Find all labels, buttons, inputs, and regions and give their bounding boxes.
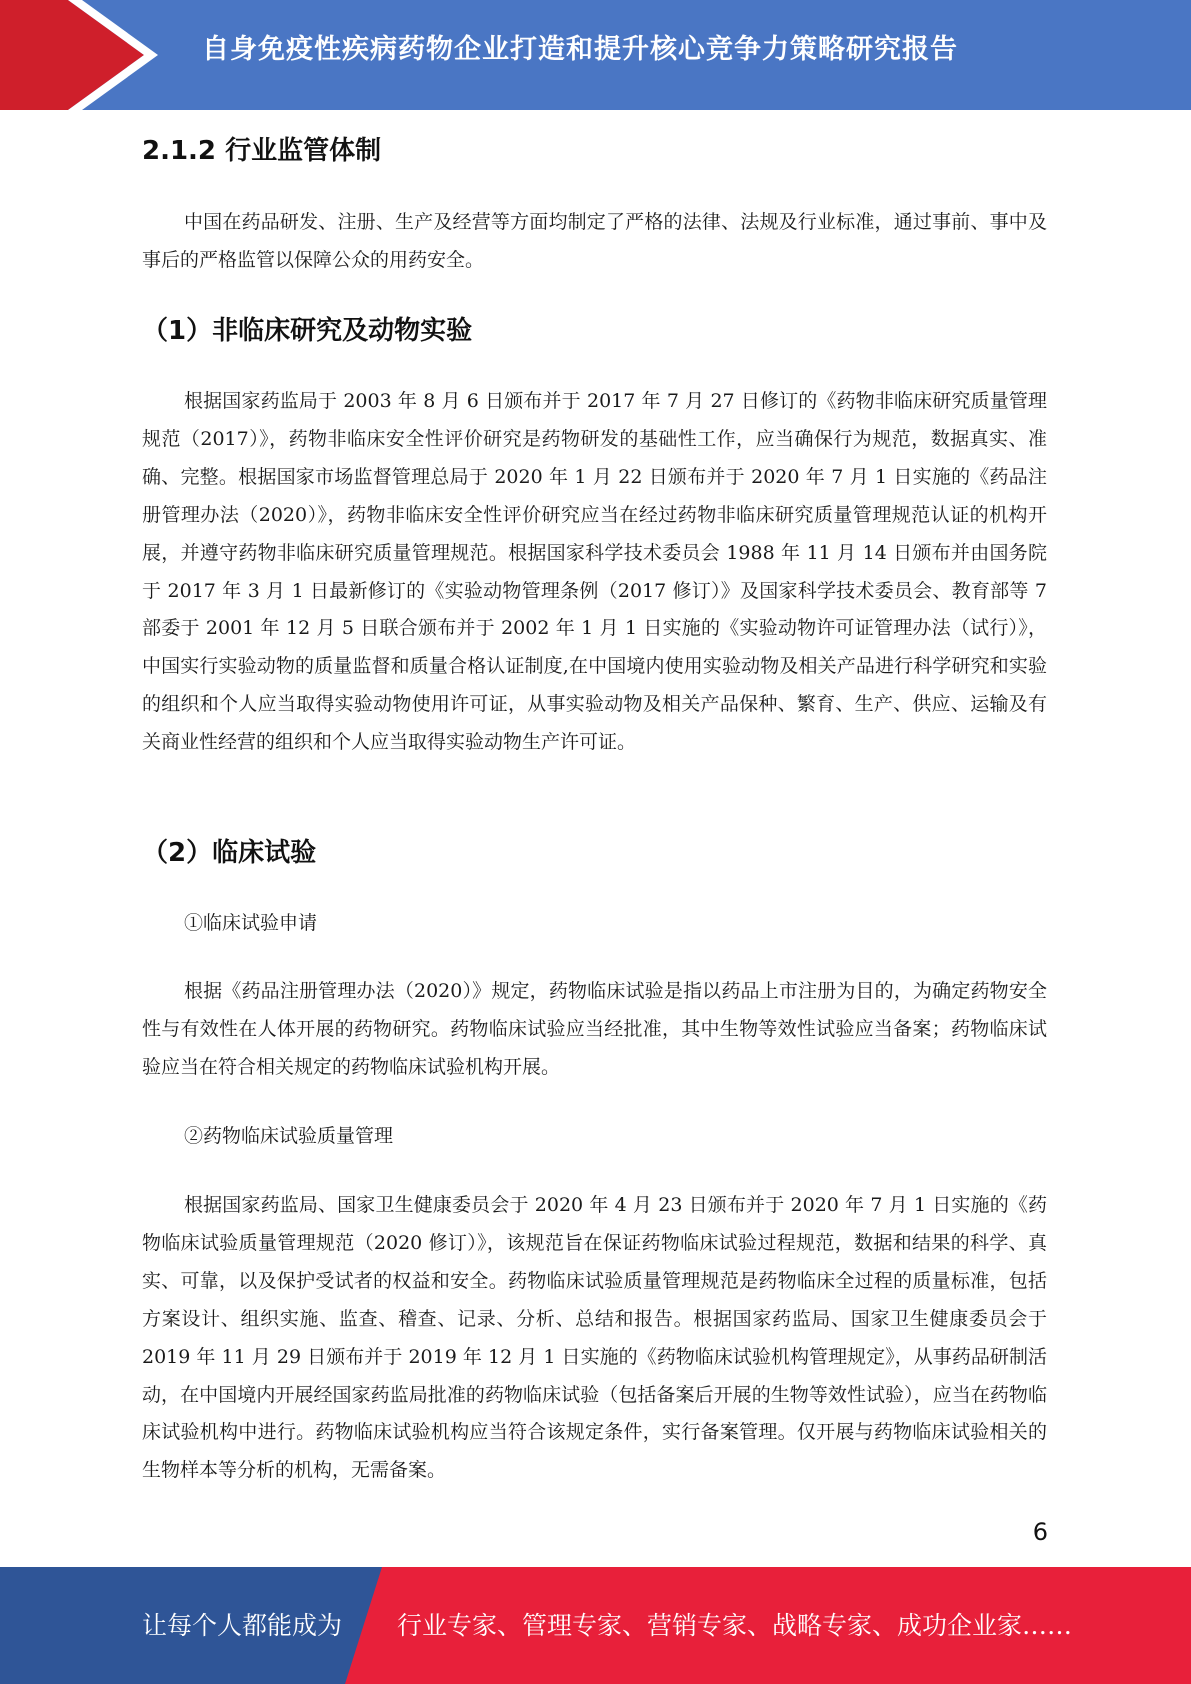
part2-sub2-label: ②药物临床试验质量管理	[184, 1125, 394, 1147]
footer-slogan-left: 让每个人都能成为	[142, 1611, 343, 1640]
footer-slogan-right: 行业专家、管理专家、营销专家、战略专家、成功企业家……	[397, 1611, 1073, 1640]
section-heading: 2.1.2 行业监管体制	[142, 136, 382, 166]
part1-paragraph: 根据国家药监局于 2003 年 8 月 6 日颁布并于 2017 年 7 月 27 日修订的《药物非临床研究质量管理规范（2017）》，药物非临床安全性评价研究是药物研发的基础性工作，应当确保行为规范，数据真实、准确、完整。根据国家市场监督管理总局于 2020 年 1 月 22 日颁布并于 2020 年 7 月 1 日实施的《药品注册管理办法（2020）》，药物非临床安全性评价研究应当在经过药物非临床研究质量管理规范认证的机构开展，并遵守药物非临床研究质量管理规范。根据国家科学技术委员会 1988 年 11 月 14 日颁布并由国务院于 2017 年 3 月 1 日最新修订的《实验动物管理条例（2017 修订）》及国家科学技术委员会、教育部等 7 部委于 2001 年 12 月 5 日联合颁布并于 2002 年 1 月 1 日实施的《实验动物许可证管理办法（试行）》，中国实行实验动物的质量监督和质量合格认证制度,在中国境内使用实验动物及相关产品进行科学研究和实验的组织和个人应当取得实验动物使用许可证，从事实验动物及相关产品保种、繁育、生产、供应、运输及有关商业性经营的组织和个人应当取得实验动物生产许可证。	[142, 390, 1047, 754]
section-intro-paragraph: 中国在药品研发、注册、生产及经营等方面均制定了严格的法律、法规及行业标准，通过事前、事中及事后的严格监管以保障公众的用药安全。	[142, 211, 1047, 271]
red-chevron-shape	[0, 0, 144, 110]
page-number: 6	[1032, 1518, 1048, 1546]
part2-sub1-paragraph: 根据《药品注册管理办法（2020）》规定，药物临床试验是指以药品上市注册为目的，为确定药物安全性与有效性在人体开展的药物研究。药物临床试验应当经批准，其中生物等效性试验应当备案；药物临床试验应当在符合相关规定的药物临床试验机构开展。	[142, 980, 1047, 1078]
page-footer	[0, 1567, 1191, 1684]
part1-heading: （1）非临床研究及动物实验	[142, 316, 473, 346]
header-chevron-decoration	[0, 0, 160, 110]
part2-heading: （2）临床试验	[142, 838, 317, 868]
part2-sub1-label: ①临床试验申请	[184, 912, 318, 934]
page-header	[0, 0, 1191, 110]
report-title: 自身免疫性疾病药物企业打造和提升核心竞争力策略研究报告	[202, 34, 958, 65]
part2-sub2-paragraph: 根据国家药监局、国家卫生健康委员会于 2020 年 4 月 23 日颁布并于 2020 年 7 月 1 日实施的《药物临床试验质量管理规范（2020 修订）》，该规范旨在保证药物临床试验过程规范，数据和结果的科学、真实、可靠，以及保护受试者的权益和安全。药物临床试验质量管理规范是药物临床全过程的质量标准，包括方案设计、组织实施、监查、稽查、记录、分析、总结和报告。根据国家药监局、国家卫生健康委员会于 2019 年 11 月 29 日颁布并于 2019 年 12 月 1 日实施的《药物临床试验机构管理规定》，从事药品研制活动，在中国境内开展经国家药监局批准的药物临床试验（包括备案后开展的生物等效性试验），应当在药物临床试验机构中进行。药物临床试验机构应当符合该规定条件，实行备案管理。仅开展与药物临床试验相关的生物样本等分析的机构，无需备案。	[142, 1194, 1047, 1482]
